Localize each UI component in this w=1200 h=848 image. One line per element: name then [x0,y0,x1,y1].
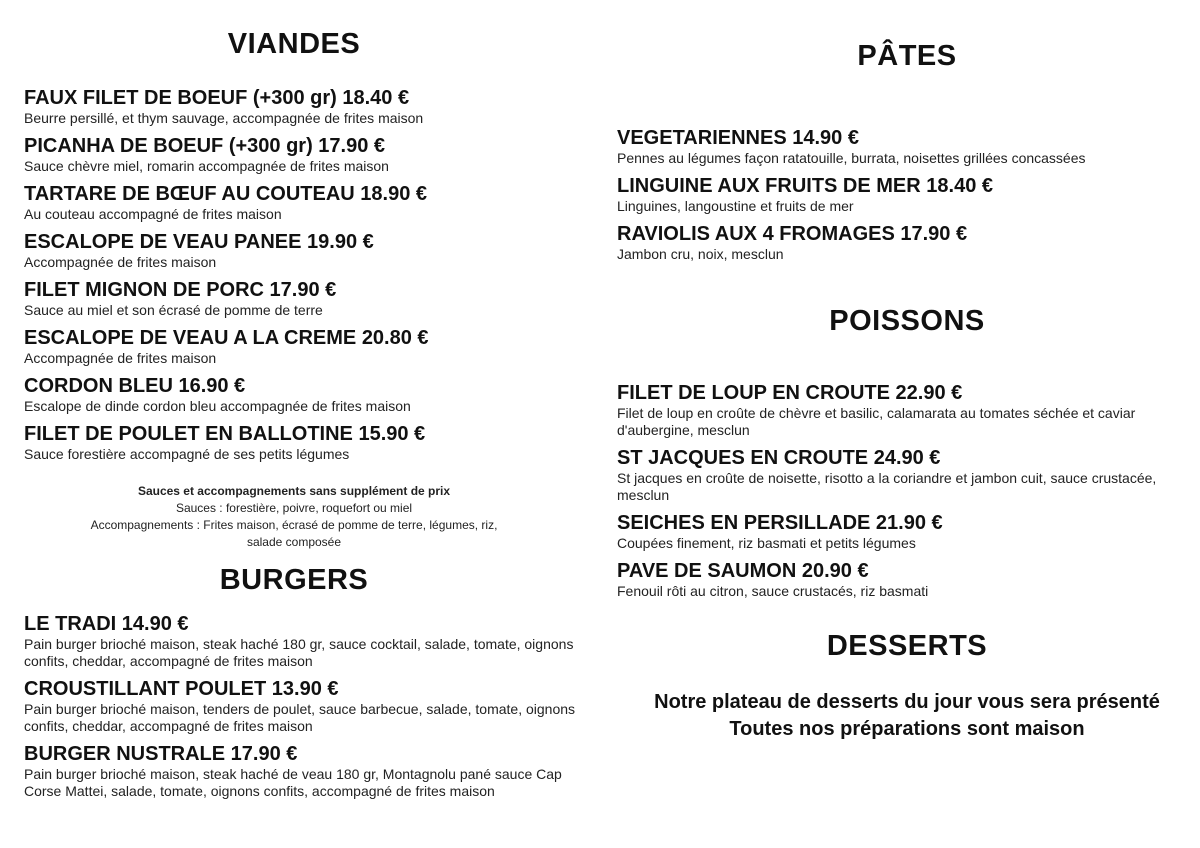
menu-item [24,182,594,223]
menu-item-description: Au couteau accompagné de frites maison [24,206,282,222]
menu-item-title: RAVIOLIS AUX 4 FROMAGES 17.90 € [617,223,968,245]
menu-item-title: SEICHES EN PERSILLADE 21.90 € [617,512,943,534]
menu-item [617,446,1187,504]
menu-item-title: PICANHA DE BOEUF (+300 gr) 17.90 € [24,135,386,157]
menu-item [24,278,594,319]
sauces-note-line: Sauces : forestière, poivre, roquefort ou miel [175,501,413,515]
menu-item-description: Beurre persillé, et thym sauvage, accompagnée de frites maison [24,110,424,126]
menu-item-description: Pennes au légumes façon ratatouille, burrata, noisettes grillées concassées [617,150,1086,166]
menu-item-description: Sauce forestière accompagné de ses petits légumes [24,446,350,462]
menu-item [24,230,594,271]
right-column [617,38,1187,743]
section-title-desserts: DESSERTS [826,630,988,662]
menu-item [617,559,1187,600]
menu-item-description: Fenouil rôti au citron, sauce crustacés, riz basmati [617,583,929,599]
menu-item-title: CORDON BLEU 16.90 € [24,375,246,397]
menu-item-title: VEGETARIENNES 14.90 € [617,127,859,149]
section-title-pates: PÂTES [857,40,957,72]
desserts-note-line: Notre plateau de desserts du jour vous sera présenté [654,691,1160,713]
menu-item [617,126,1187,167]
menu-item-description: Linguines, langoustine et fruits de mer [617,198,854,214]
poissons-list [617,381,1187,600]
menu-item-title: BURGER NUSTRALE 17.90 € [24,743,298,765]
section-title-poissons: POISSONS [829,305,985,337]
menu-item-title: TARTARE DE BŒUF AU COUTEAU 18.90 € [24,183,428,205]
menu-item-title: FAUX FILET DE BOEUF (+300 gr) 18.40 € [24,87,410,109]
menu-item-title: FILET DE LOUP EN CROUTE 22.90 € [617,382,963,404]
menu-item-description: Escalope de dinde cordon bleu accompagnée de frites maison [24,398,411,414]
section-title-burgers: BURGERS [219,564,369,596]
menu-item-description: Sauce au miel et son écrasé de pomme de terre [24,302,323,318]
menu-item-description: Sauce chèvre miel, romarin accompagnée de frites maison [24,158,389,174]
menu-item-description: Accompagnée de frites maison [24,350,217,366]
menu-item-title: FILET MIGNON DE PORC 17.90 € [24,279,337,301]
menu-item-description: Filet de loup en croûte de chèvre et basilic, calamarata au tomates séchée et caviar d'aubergine, mesclun [617,405,1136,438]
menu-item-title: PAVE DE SAUMON 20.90 € [617,560,869,582]
burgers-list [24,612,594,800]
menu-item-description: Pain burger brioché maison, steak haché de veau 180 gr, Montagnolu pané sauce Cap Corse Mattei, salade, tomate, oignons confits, accompagné de frites maison [24,766,562,799]
section-title-viandes: VIANDES [227,28,361,60]
menu-item [24,422,594,463]
pates-list [617,126,1187,263]
menu-item [24,134,594,175]
menu-item-title: ESCALOPE DE VEAU PANEE 19.90 € [24,231,374,253]
menu-item-title: FILET DE POULET EN BALLOTINE 15.90 € [24,423,426,445]
viandes-list [24,86,594,463]
left-column [24,30,594,807]
menu-item-description: Jambon cru, noix, mesclun [617,246,784,262]
menu-item-description: Coupées finement, riz basmati et petits légumes [617,535,916,551]
menu-item [617,381,1187,439]
menu-item-description: Pain burger brioché maison, tenders de poulet, sauce barbecue, salade, tomate, oignons confits, cheddar, accompagné de frites maison [24,701,576,734]
sauces-note [0,483,589,551]
menu-item-description: Pain burger brioché maison, steak haché 180 gr, sauce cocktail, salade, tomate, oignons confits, cheddar, accompagné de frites maison [24,636,574,669]
menu-item-title: LE TRADI 14.90 € [24,613,189,635]
menu-item [24,86,594,127]
sauces-note-title: Sauces et accompagnements sans supplément de prix [137,484,451,498]
menu-item [24,612,594,670]
desserts-note-line: Toutes nos préparations sont maison [729,718,1085,740]
menu-item-description: Accompagnée de frites maison [24,254,217,270]
menu-item-title: CROUSTILLANT POULET 13.90 € [24,678,339,700]
menu-item [617,174,1187,215]
menu-item-title: LINGUINE AUX FRUITS DE MER 18.40 € [617,175,993,197]
menu-item [24,374,594,415]
menu-item [24,677,594,735]
menu-item-title: ESCALOPE DE VEAU A LA CREME 20.80 € [24,327,429,349]
menu-item [24,742,594,800]
menu-item-title: ST JACQUES EN CROUTE 24.90 € [617,447,941,469]
menu-item [617,511,1187,552]
menu-item [617,222,1187,263]
desserts-note [622,689,1192,743]
sauces-note-line: Accompagnements : Frites maison, écrasé de pomme de terre, légumes, riz, [90,518,498,532]
sauces-note-line: salade composée [246,535,342,549]
menu-item [24,326,594,367]
menu-item-description: St jacques en croûte de noisette, risotto a la coriandre et jambon cuit, sauce crustacée, mesclun [617,470,1157,503]
